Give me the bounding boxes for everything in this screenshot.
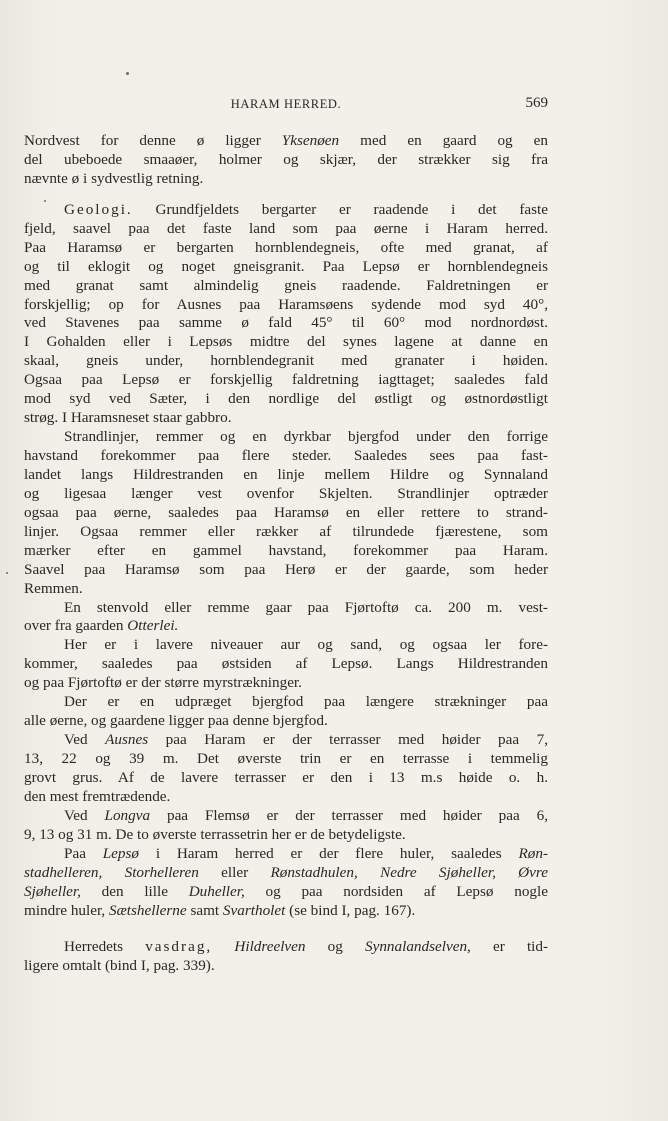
text-line: 9, 13 og 31 m. De to øverste terrassetrin her er de betydeligste.	[24, 825, 406, 843]
text-line: ogsaa paa øerne, saaledes paa Haramsø en eller rettere to strand-	[24, 503, 548, 521]
text-line: grovt grus. Af de lavere terrasser er den i 13 m.s høide o. h.	[24, 768, 548, 786]
text-line: havstand forekommer paa flere steder. Saaledes sees paa fast-	[24, 447, 548, 464]
paragraph	[24, 428, 548, 598]
text-line: og ligesaa længer vest ovenfor Skjelten. Strandlinjer optræder	[24, 484, 548, 502]
page-header	[24, 95, 548, 115]
paragraph	[24, 845, 548, 921]
text-line: forskjellig; op for Ausnes paa Haramsøens sydende mod syd 40°,	[24, 295, 548, 313]
text-line: den mest fremtrædende.	[24, 787, 171, 805]
text-line: linjer. Ogsaa remmer eller rækker af tilrundede fjærestene, som	[24, 522, 548, 540]
text-line: Her er i lavere niveauer aur og sand, og ogsaa ler fore-	[64, 636, 548, 654]
paper-speck	[126, 72, 129, 75]
text-line: og paa Fjørtoftø er der større myrstrækninger.	[24, 674, 302, 692]
paragraph	[24, 938, 548, 976]
text-line: skaal, gneis under, hornblendegranit med granater i høiden.	[24, 352, 548, 370]
text-line: Ved Ausnes paa Haram er der terrasser med høider paa 7,	[64, 731, 548, 749]
body-text	[24, 132, 548, 976]
running-head: HARAM HERRED.	[230, 97, 342, 111]
text-line: I Gohalden eller i Lepsøs midtre del synes lagene at danne en	[24, 333, 548, 351]
text-line: Paa Haramsø er bergarten hornblendegneis, ofte med granat, af	[24, 238, 548, 256]
text-line: mærker efter en gammel havstand, forekommer paa Haram.	[24, 541, 548, 559]
text-line: En stenvold eller remme gaar paa Fjørtoftø ca. 200 m. vest-	[64, 598, 548, 616]
text-line: Ved Longva paa Flemsø er der terrasser med høider paa 6,	[64, 806, 548, 824]
paragraph	[24, 731, 548, 807]
text-line: alle øerne, og gaardene ligger paa denne bjergfod.	[24, 712, 328, 730]
text-line: nævnte ø i sydvestlig retning.	[24, 169, 204, 187]
text-line: Herredets vasdrag, Hildreelven og Synnalandselven, er tid-	[64, 938, 548, 956]
text-line: stadhelleren, Storhelleren eller Rønstadhulen, Nedre Sjøheller, Øvre	[24, 863, 548, 881]
paragraph	[24, 201, 548, 428]
paragraph	[24, 693, 548, 731]
paragraph	[24, 807, 548, 845]
text-line: mod syd ved Sæter, i den nordlige del østligt og østnordøstligt	[24, 390, 548, 408]
text-line: strøg. I Haramsneset staar gabbro.	[24, 409, 232, 427]
paper-speck	[6, 572, 8, 574]
text-line: ved Stavenes paa samme ø fald 45° til 60° mod nordnordøst.	[24, 314, 548, 332]
text-line: Ogsaa paa Lepsø er forskjellig faldretning iagttaget; saaledes fald	[24, 371, 548, 389]
text-line: Sjøheller, den lille Duheller, og paa nordsiden af Lepsø nogle	[24, 882, 548, 900]
text-line: Saavel paa Haramsø som paa Herø er der gaarde, som heder	[24, 560, 548, 578]
paragraph	[24, 636, 548, 693]
paragraph	[24, 599, 548, 637]
text-line: med granat samt almindelig gneis raadende. Faldretningen er	[24, 276, 548, 294]
text-line: over fra gaarden Otterlei.	[24, 617, 179, 635]
text-line: del ubeboede smaaøer, holmer og skjær, der strækker sig fra	[24, 150, 548, 168]
text-line: kommer, saaledes paa østsiden af Lepsø. Langs Hildrestranden	[24, 655, 548, 673]
text-line: og til eklogit og noget gneisgranit. Paa Lepsø er hornblendegneis	[24, 257, 548, 275]
text-line: 13, 22 og 39 m. Det øverste trin er en terrasse i temmelig	[24, 750, 548, 767]
text-line: Paa Lepsø i Haram herred er der flere huler, saaledes Røn-	[64, 844, 548, 862]
text-line: fjeld, saavel paa det faste land som paa øerne i Haram herred.	[24, 219, 548, 237]
text-line: Geologi. Grundfjeldets bergarter er raadende i det faste	[64, 200, 548, 218]
text-line: Der er en udpræget bjergfod paa længere strækninger paa	[64, 693, 548, 711]
paragraph	[24, 132, 548, 189]
text-line: landet langs Hildrestranden en linje mellem Hildre og Synnaland	[24, 465, 548, 483]
text-line: mindre huler, Sætshellerne samt Svartholet (se bind I, pag. 167).	[24, 901, 416, 919]
text-line: Nordvest for denne ø ligger Yksenøen med en gaard og en	[24, 132, 548, 149]
text-line: Strandlinjer, remmer og en dyrkbar bjergfod under den forrige	[64, 428, 548, 446]
text-line: ligere omtalt (bind I, pag. 339).	[24, 957, 215, 975]
text-line: Remmen.	[24, 579, 83, 597]
page-number: 569	[525, 95, 548, 111]
